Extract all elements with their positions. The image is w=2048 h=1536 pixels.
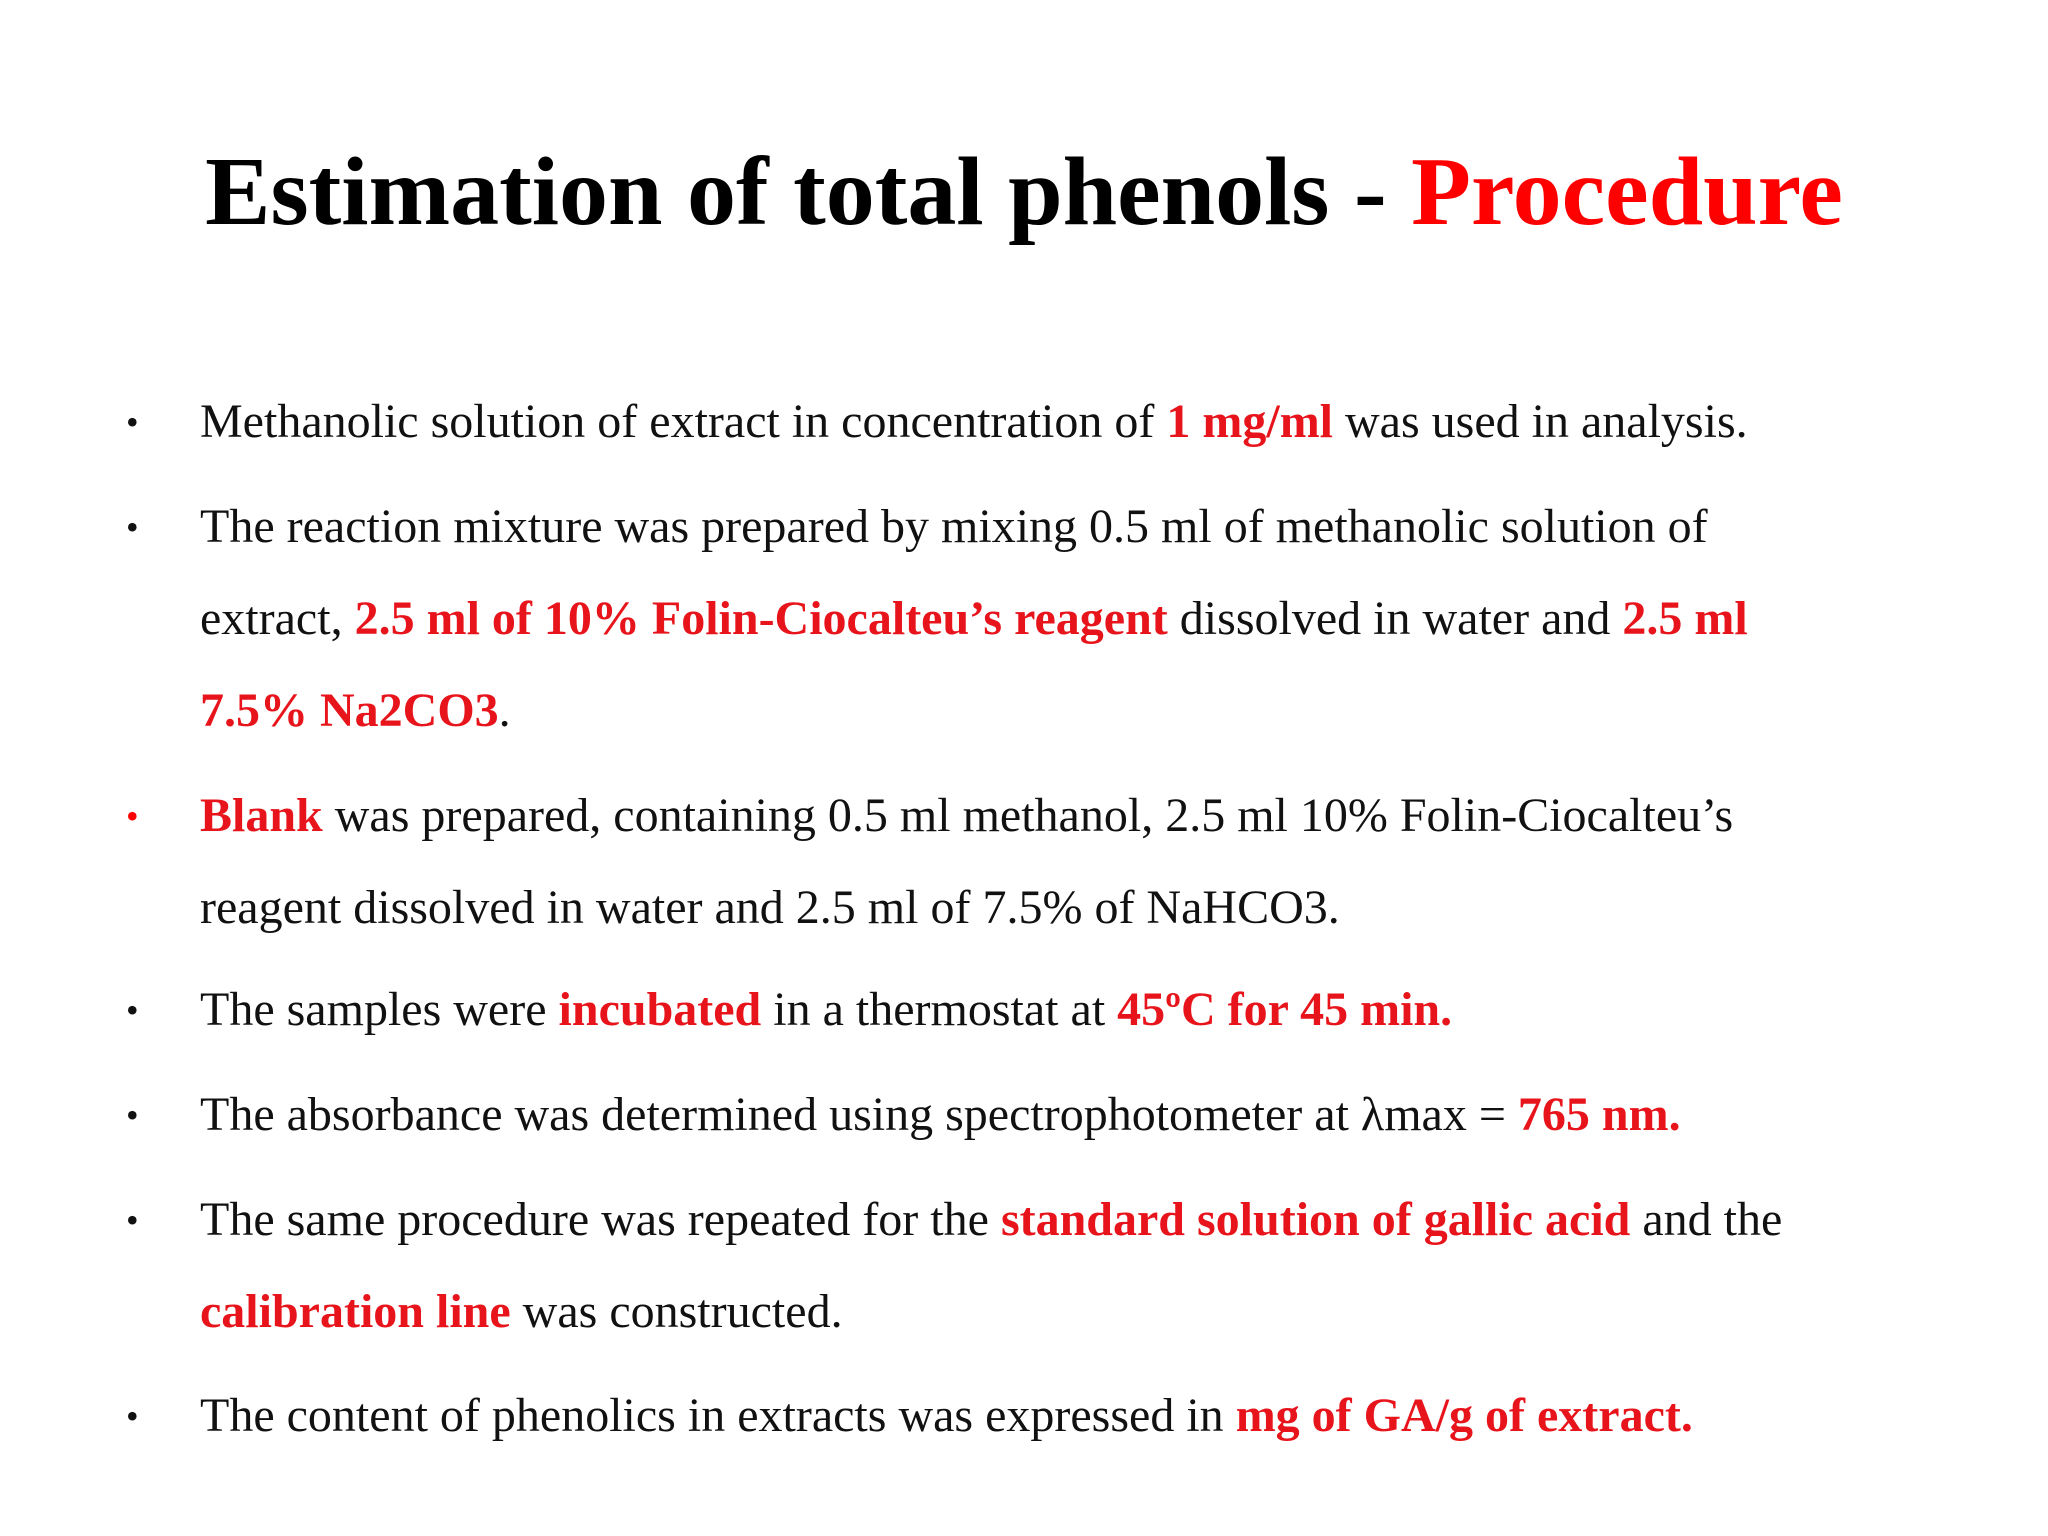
- bullet-highlight: 1 mg/ml: [1166, 395, 1334, 448]
- bullet-dot-icon: •: [126, 796, 139, 836]
- bullet-highlight: 2.5 ml of 10% Folin-Ciocalteu’s reagent: [354, 592, 1168, 645]
- bullet-highlight: 45ºC for 45 min.: [1117, 983, 1453, 1036]
- bullet-dot-icon: •: [126, 1095, 139, 1135]
- bullet-item-absorbance: [126, 1069, 1900, 1161]
- bullet-text: was used in analysis.: [1333, 395, 1748, 448]
- bullet-line: [200, 964, 1900, 1056]
- bullet-text: Methanolic solution of extract in concentration of: [200, 395, 1167, 448]
- bullet-highlight: incubated: [558, 983, 762, 1036]
- slide-title: [0, 132, 2048, 252]
- bullet-item-reaction-mixture: [126, 481, 1900, 757]
- bullet-line: [200, 573, 1900, 665]
- bullet-text: The same procedure was repeated for the: [200, 1193, 1001, 1246]
- bullet-item-concentration: [126, 376, 1900, 468]
- bullet-line: [200, 770, 1900, 862]
- bullet-text: .: [498, 684, 511, 737]
- bullet-highlight: calibration line: [200, 1285, 511, 1338]
- bullet-text: The content of phenolics in extracts was expressed in: [200, 1389, 1236, 1442]
- bullet-highlight: standard solution of gallic acid: [1000, 1193, 1631, 1246]
- bullet-line: [200, 1370, 1900, 1462]
- bullet-text: dissolved in water and: [1167, 592, 1623, 645]
- bullet-line: The reaction mixture was prepared by mixing 0.5 ml of methanolic solution of: [200, 500, 1708, 553]
- bullet-dot-icon: •: [126, 507, 139, 547]
- bullet-dot-icon: •: [126, 1200, 139, 1240]
- bullet-item-expression: [126, 1370, 1900, 1462]
- bullet-highlight: 765 nm.: [1517, 1088, 1681, 1141]
- bullet-highlight: Blank: [200, 789, 323, 842]
- title-main: Estimation of total phenols -: [205, 138, 1412, 246]
- bullet-dot-icon: •: [126, 402, 139, 442]
- bullet-line: reagent dissolved in water and 2.5 ml of 7.5% of NaHCO3.: [200, 881, 1340, 934]
- bullet-highlight: mg of GA/g of extract.: [1235, 1389, 1693, 1442]
- bullet-highlight: 7.5% Na2CO3: [200, 684, 499, 737]
- bullet-line: [200, 665, 1900, 757]
- bullet-dot-icon: •: [126, 1396, 139, 1436]
- bullet-item-gallic-acid: [126, 1174, 1900, 1358]
- bullet-line: [200, 1069, 1900, 1161]
- bullet-text: and the: [1630, 1193, 1783, 1246]
- bullet-line: [200, 1266, 1900, 1358]
- bullet-text: extract,: [200, 592, 355, 645]
- bullet-dot-icon: •: [126, 990, 139, 1030]
- bullet-text: in a thermostat at: [761, 983, 1118, 1036]
- bullet-text: was constructed.: [510, 1285, 843, 1338]
- bullet-text: was prepared, containing 0.5 ml methanol, 2.5 ml 10% Folin-Ciocalteu’s: [322, 789, 1734, 842]
- bullet-line: [200, 1174, 1900, 1266]
- bullet-text: The absorbance was determined using spectrophotometer at λmax =: [200, 1088, 1518, 1141]
- bullet-item-incubation: [126, 964, 1900, 1056]
- bullet-item-blank: [126, 770, 1900, 954]
- title-accent: Procedure: [1411, 138, 1843, 246]
- bullet-text: The samples were: [200, 983, 559, 1036]
- bullet-highlight: 2.5 ml: [1622, 592, 1748, 645]
- bullet-line: [200, 376, 1900, 468]
